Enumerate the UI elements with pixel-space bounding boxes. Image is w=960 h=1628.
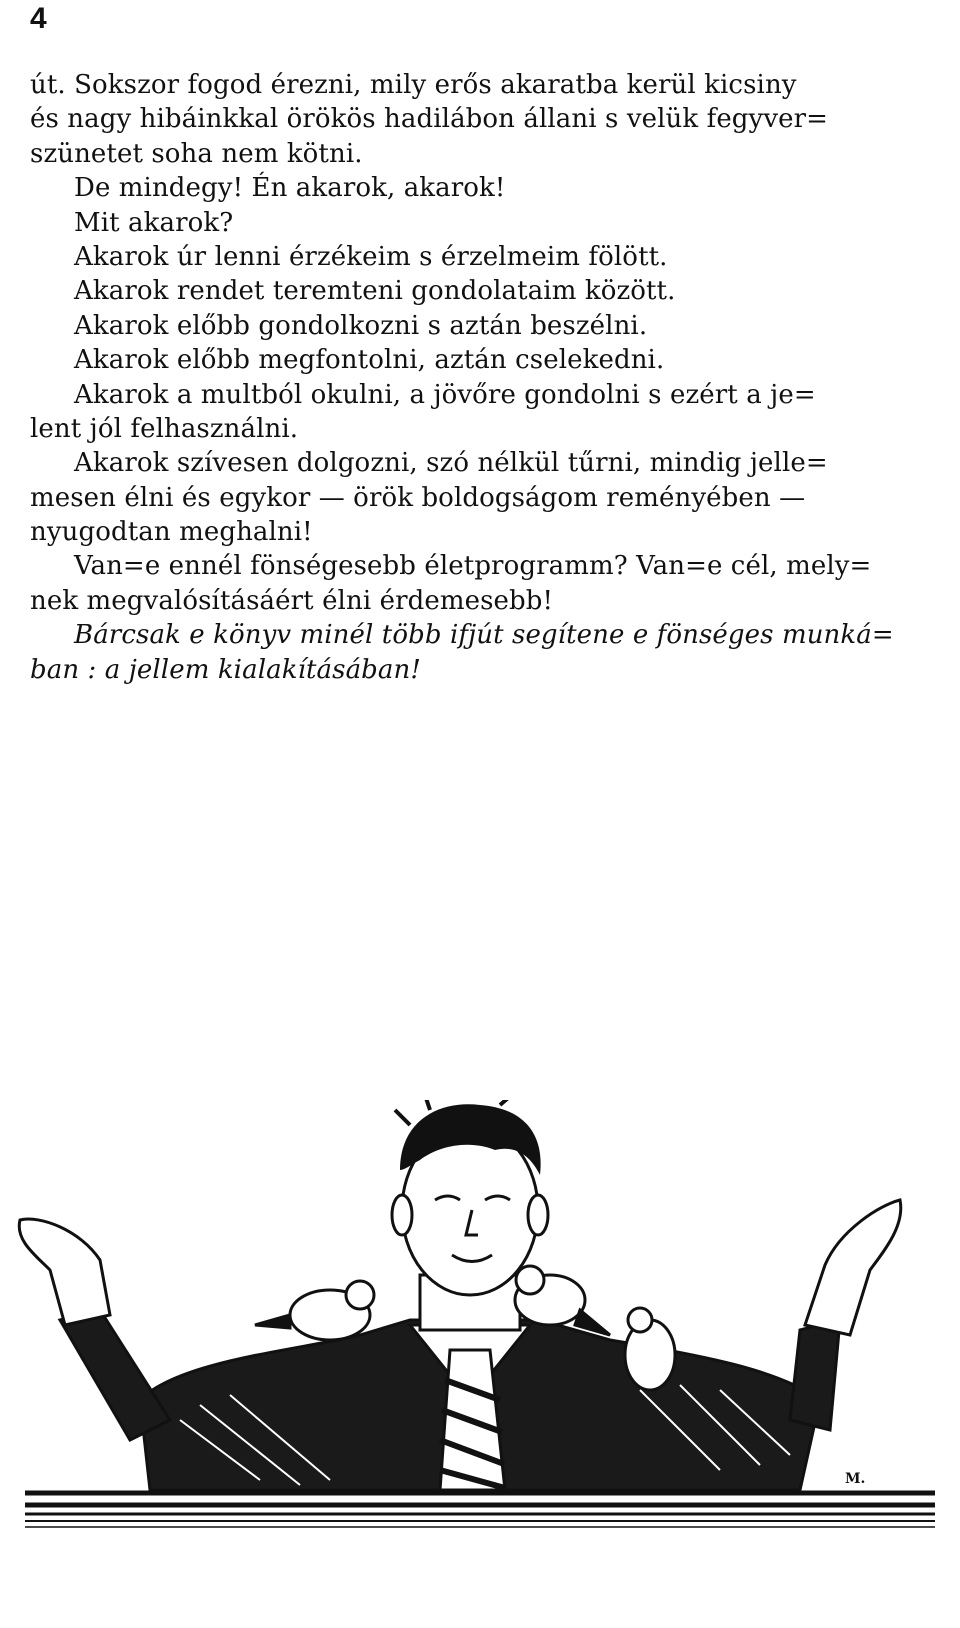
text-line: Akarok előbb megfontolni, aztán cselekedni. <box>74 345 665 376</box>
text-line-italic: ban : a jellem kialakításában! <box>30 654 421 685</box>
body-text <box>30 68 930 687</box>
text-line: Akarok előbb gondolkozni s aztán beszélni. <box>74 310 648 341</box>
text-line: Akarok szívesen dolgozni, szó nélkül tűrni, mindig jelle= <box>74 448 828 479</box>
text-line: Mit akarok? <box>74 207 234 238</box>
text-line: út. Sokszor fogod érezni, mily erős akaratba kerül kicsiny <box>30 70 797 100</box>
text-line: és nagy hibáinkkal örökös hadilábon állani s velük fegyver= <box>30 104 829 135</box>
left-arm <box>19 1219 170 1440</box>
text-line: szünetet soha nem kötni. <box>30 138 363 169</box>
bird-left <box>255 1281 374 1340</box>
text-line: De mindegy! Én akarok, akarok! <box>74 173 506 204</box>
page-number: 4 <box>30 2 47 35</box>
text-line: Van=e ennél fönségesebb életprogramm? Van=e cél, mely= <box>74 551 872 582</box>
ground-lines <box>25 1493 935 1527</box>
artist-signature: M. <box>845 1471 866 1487</box>
text-line: mesen élni és egykor — örök boldogságom reményében — <box>30 482 806 513</box>
text-line: Akarok úr lenni érzékeim s érzelmeim fölött. <box>74 241 668 272</box>
text-line: nek megvalósításáért élni érdemesebb! <box>30 585 554 616</box>
right-arm <box>790 1200 901 1430</box>
text-line: Akarok a multból okulni, a jövőre gondolni s ezért a je= <box>74 379 816 410</box>
text-line: Akarok rendet teremteni gondolataim között. <box>74 276 676 307</box>
text-line: lent jól felhasználni. <box>30 413 299 444</box>
illustration-boy-with-birds <box>0 1100 960 1624</box>
text-line: nyugodtan meghalni! <box>30 517 313 548</box>
bird-shoulder <box>625 1308 675 1390</box>
text-line-italic: Bárcsak e könyv minél több ifjút segítene e fönséges munká= <box>74 620 894 651</box>
